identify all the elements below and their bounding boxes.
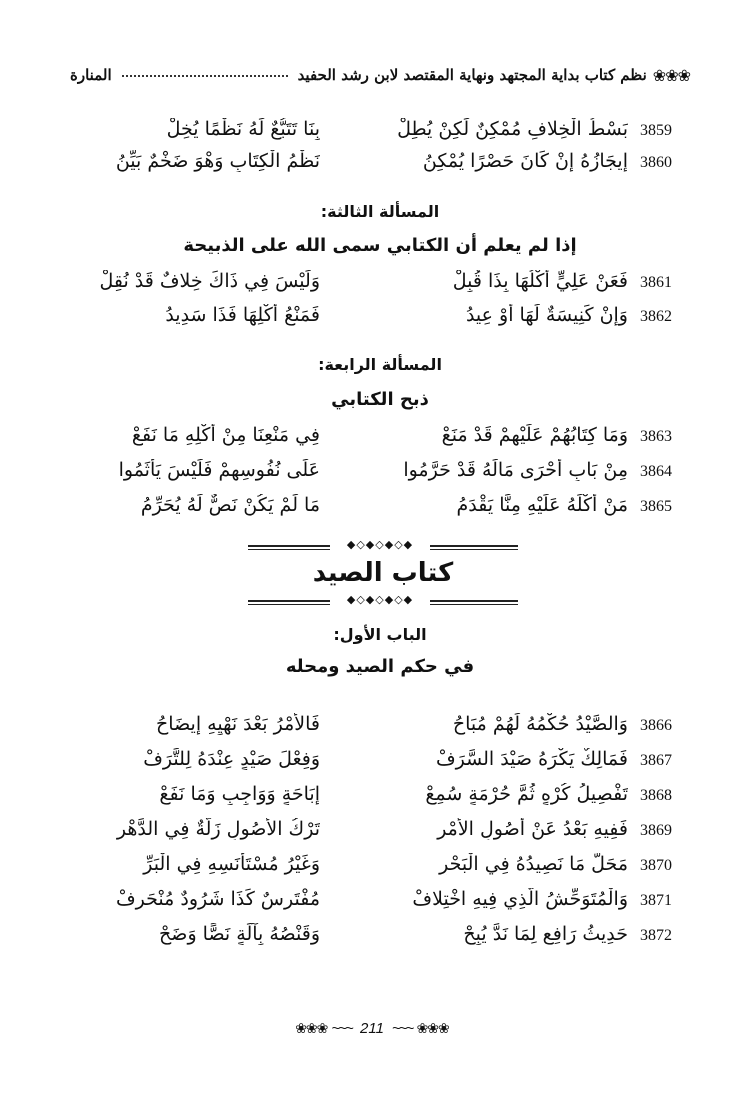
footer-ornament-left: ❀❀❀ [295, 1020, 328, 1036]
verse-row [70, 494, 690, 524]
verse-number: 3861 [640, 274, 672, 291]
verse-row [70, 818, 690, 848]
header-ornament: ❀❀❀ [652, 65, 690, 85]
verse-second-hemistich: فَالأَمْرُ بَعْدَ نَهْيِهِ إِيضَاحُ [156, 713, 320, 735]
masala-4-subtitle: ذبح الكتابي [331, 389, 429, 410]
verse-row [70, 748, 690, 778]
verse-first-hemistich: حَدِيثُ رَافِعٍ لِمَا نَدَّ يُبِحْ [463, 923, 628, 945]
masala-3-title: المسألة الثالثة: [320, 202, 440, 221]
verse-number: 3868 [640, 787, 672, 804]
verse-row [70, 424, 690, 454]
verse-first-hemistich: فَعَنْ عَلِيٍّ أَكْلُهَا بِذَا قُبِلْ [452, 270, 628, 292]
masala-4-title: المسألة الرابعة: [318, 355, 442, 374]
verse-second-hemistich: وَلَيْسَ فِي ذَاكَ خِلافٌ قَدْ نُقِلْ [99, 270, 320, 292]
verse-first-hemistich: وَالصَّيْدُ حُكْمُهُ لَهُمْ مُبَاحُ [452, 713, 628, 735]
verse-second-hemistich: مَا لَمْ يَكُنْ نَصٌّ لَهُ يُحَرِّمُ [140, 494, 320, 516]
verse-second-hemistich: تَرْكُ الأُصُولِ زَلَّةٌ فِي الدَّهْرِ [116, 818, 320, 840]
verse-number: 3862 [640, 308, 672, 325]
verse-second-hemistich: بِنَا تَتَبُّعٌ لَهُ نَظْمًا يُخِلْ [166, 118, 320, 140]
verse-second-hemistich: مُفْتَرِسٌ كَذَا شَرُودٌ مُنْحَرِفْ [115, 888, 320, 910]
verse-number: 3872 [640, 927, 672, 944]
verse-row [70, 783, 690, 813]
verse-number: 3867 [640, 752, 672, 769]
banner-top-ornament: ◆◇◆◇◆◇◆ [330, 540, 430, 550]
verse-first-hemistich: مَنْ أَكْلَهُ عَلَيْهِ مِنَّا يَقْدَمُ [456, 494, 628, 516]
bab-title: الباب الأول: [333, 625, 427, 644]
verse-number: 3863 [640, 428, 672, 445]
verse-number: 3860 [640, 154, 672, 171]
running-header [70, 62, 690, 88]
verse-row [70, 270, 690, 300]
verse-first-hemistich: وَالْمُتَوَحِّشُ الَّذِي فِيهِ اخْتِلافْ [412, 888, 628, 910]
verse-row [70, 713, 690, 743]
footer-ornament-right: ❀❀❀ [416, 1020, 449, 1036]
verse-second-hemistich: نَظْمُ الْكِتَابِ وَهْوَ ضَخْمٌ بَيِّنُ [115, 150, 320, 172]
verse-number: 3865 [640, 498, 672, 515]
verse-row [70, 150, 690, 180]
verse-row [70, 923, 690, 953]
verse-first-hemistich: مَحَلُّ مَا نَصِيدُهُ فِي الْبَحْرِ [439, 853, 628, 875]
verse-second-hemistich: فَمَنْعُ أَكْلِهَا فَذَا سَدِيدُ [165, 304, 320, 326]
verse-second-hemistich: وَفِعْلَ صَيْدٍ عِنْدَهُ لِلتَّرَفْ [143, 748, 320, 770]
page-number: 211 [360, 1020, 384, 1037]
book-title: كتاب الصيد [312, 558, 454, 588]
masala-3-subtitle: إذا لم يعلم أن الكتابي سمى الله على الذبيحة [183, 235, 577, 256]
header-divider [122, 67, 288, 77]
verse-row [70, 118, 690, 148]
verse-row [70, 459, 690, 489]
verse-row [70, 304, 690, 334]
verse-first-hemistich: وَمَا كِتَابُهُمْ عَلَيْهِمْ قَدْ مَنَعْ [441, 424, 628, 446]
verse-row [70, 888, 690, 918]
footer-divider-icon: ~~~ [392, 1020, 413, 1037]
verse-first-hemistich: فَمَالِكٌ يَكْرَهُ صَيْدَ السَّرَفْ [435, 748, 628, 770]
verse-second-hemistich: عَلَى نُفُوسِهِمْ فَلَيْسَ يَأْثَمُوا [118, 459, 320, 481]
verse-first-hemistich: وَإِنْ كَنِيسَةٌ لَهَا أَوْ عِيدُ [465, 304, 628, 326]
verse-second-hemistich: وَغَيْرُ مُسْتَأْنَسِهِ فِي الْبَرِّ [143, 853, 320, 875]
banner-bottom-ornament: ◆◇◆◇◆◇◆ [330, 595, 430, 605]
bab-subtitle: في حكم الصيد ومحله [285, 656, 475, 677]
verse-number: 3864 [640, 463, 672, 480]
verse-row [70, 853, 690, 883]
verse-first-hemistich: مِنْ بَابِ أَحْرَى مَالَهُ قَدْ حَرَّمُوا [403, 459, 628, 481]
verse-number: 3871 [640, 892, 672, 909]
verse-second-hemistich: إِبَاحَةٍ وَوَاجِبٍ وَمَا نَفَعْ [159, 783, 320, 805]
footer-divider-icon: ~~~ [331, 1020, 352, 1037]
verse-number: 3870 [640, 857, 672, 874]
verse-first-hemistich: تَفْصِيلُ كُرْهٍ ثُمَّ حُرْمَةٍ سُمِعْ [425, 783, 628, 805]
verse-first-hemistich: بَسْطُ الْخِلافِ مُمْكِنٌ لَكِنْ يُطِلْ [397, 118, 628, 140]
verse-number: 3869 [640, 822, 672, 839]
verse-second-hemistich: وَقَنْصُهُ بِآلَةٍ نَصًّا وَضَحْ [159, 923, 320, 945]
verse-number: 3866 [640, 717, 672, 734]
verse-first-hemistich: إِيجَازُهُ إِنْ كَانَ حَصْرًا يُمْكِنُ [422, 150, 628, 172]
book-name: المنارة [70, 66, 112, 84]
verse-first-hemistich: فَفِيهِ بَعْدُ عَنْ أُصُولِ الأَمْرِ [437, 818, 628, 840]
page-footer [0, 1020, 744, 1037]
verse-second-hemistich: فِي مَنْعِنَا مِنْ أَكْلِهِ مَا نَفَعْ [131, 424, 320, 446]
running-title: نظم كتاب بداية المجتهد ونهاية المقتصد لابن رشد الحفيد [297, 66, 647, 84]
verse-number: 3859 [640, 122, 672, 139]
